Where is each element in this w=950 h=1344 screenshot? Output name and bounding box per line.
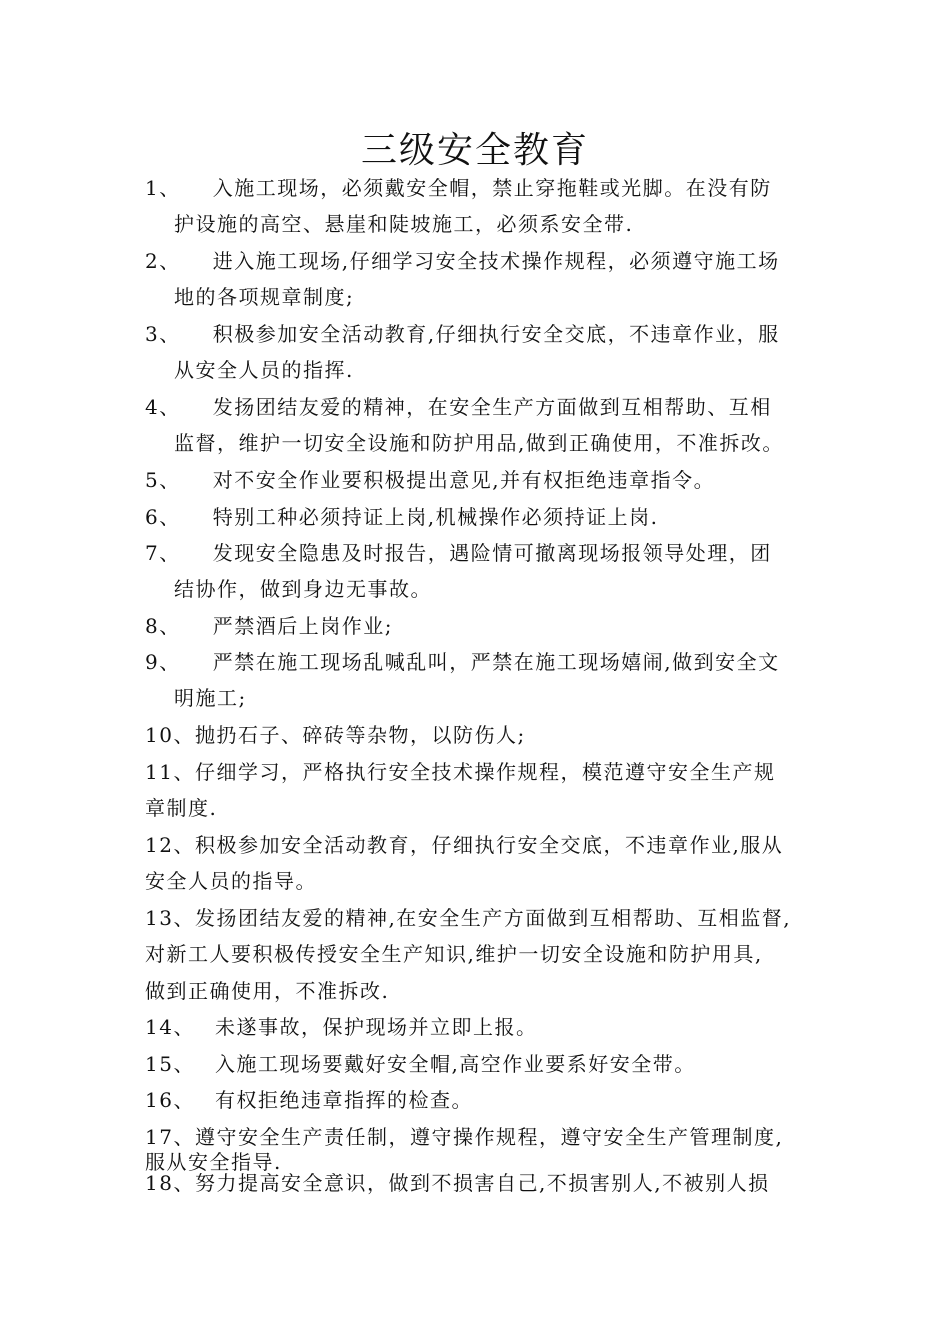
item-text: 发扬团结友爱的精神，在安全生产方面做到互相帮助、互相 [212,395,772,419]
list-item-continuation [145,796,217,820]
list-item [145,1015,537,1039]
item-text: 抛扔石子、碎砖等杂物，以防伤人; [194,723,526,747]
item-number: 11、 [145,760,195,784]
item-text: 特别工种必须持证上岗,机械操作必须持证上岗. [212,505,659,529]
item-text: 严禁酒后上岗作业; [212,614,393,638]
list-item [145,650,780,674]
item-text: 从安全人员的指挥. [174,358,354,382]
item-text: 对不安全作业要积极提出意见,并有权拒绝违章指令。 [212,468,716,492]
item-text: 入施工现场要戴好安全帽,高空作业要系好安全带。 [214,1052,696,1076]
item-number: 13、 [145,906,195,930]
item-text: 遵守安全生产责任制，遵守操作规程，遵守安全生产管理制度, [194,1125,784,1149]
item-text: 积极参加安全活动教育，仔细执行安全交底，不违章作业,服从 [194,833,784,857]
list-item [145,1088,473,1112]
list-item [145,541,772,565]
item-number: 3、 [145,322,181,346]
list-item [145,395,772,419]
item-number: 15、 [145,1052,195,1076]
item-number: 6、 [145,505,181,529]
item-number: 1、 [145,176,181,200]
item-text: 发扬团结友爱的精神,在安全生产方面做到互相帮助、互相监督, [194,906,792,930]
list-item [145,176,772,200]
item-number: 18、 [145,1171,195,1195]
list-item-continuation [174,686,247,710]
item-number: 16、 [145,1088,195,1112]
list-item [145,906,791,930]
list-item-continuation [174,285,354,309]
item-text: 安全人员的指导。 [145,869,317,893]
list-item [145,249,780,273]
item-text: 对新工人要积极传授安全生产知识,维护一切安全设施和防护用具, [145,942,763,966]
item-number: 14、 [145,1015,195,1039]
item-text: 明施工; [174,686,247,710]
list-item-continuation [145,942,763,966]
list-item-continuation [174,358,354,382]
item-number: 17、 [145,1125,195,1149]
list-item-continuation [174,212,633,236]
list-item [145,322,780,346]
page-title: 三级安全教育 [360,130,589,171]
list-item [145,1125,783,1149]
list-item [145,1171,770,1195]
list-item-continuation [145,869,317,893]
list-item [145,614,393,638]
item-text: 入施工现场，必须戴安全帽，禁止穿拖鞋或光脚。在没有防 [212,176,772,200]
item-text: 护设施的高空、悬崖和陡坡施工，必须系安全带. [174,212,634,236]
item-text: 未遂事故，保护现场并立即上报。 [214,1015,538,1039]
item-number: 2、 [145,249,181,273]
item-number: 8、 [145,614,181,638]
item-number: 7、 [145,541,181,565]
list-item-continuation [145,979,389,1003]
item-text: 监督，维护一切安全设施和防护用品,做到正确使用，不准拆改。 [174,431,784,455]
list-item-continuation [174,577,432,601]
item-number: 5、 [145,468,181,492]
item-text: 发现安全隐患及时报告，遇险情可撤离现场报领导处理，团 [212,541,772,565]
item-text: 严禁在施工现场乱喊乱叫，严禁在施工现场嬉闹,做到安全文 [212,650,780,674]
list-item [145,723,526,747]
item-text: 有权拒绝违章指挥的检查。 [214,1088,473,1112]
list-item [145,1052,696,1076]
item-text: 结协作，做到身边无事故。 [174,577,432,601]
list-item [145,505,658,529]
item-text: 地的各项规章制度; [174,285,355,309]
item-text: 做到正确使用，不准拆改. [145,979,390,1003]
list-item-continuation [174,431,784,455]
item-number: 4、 [145,395,181,419]
list-item [145,833,783,857]
list-item [145,468,715,492]
list-item [145,760,775,784]
item-text: 章制度. [145,796,218,820]
item-number: 9、 [145,650,181,674]
item-text: 仔细学习，严格执行安全技术操作规程，模范遵守安全生产规 [194,760,776,784]
item-text: 努力提高安全意识，做到不损害自己,不损害别人,不被别人损 [194,1171,770,1195]
item-text: 进入施工现场,仔细学习安全技术操作规程，必须遵守施工场 [212,249,780,273]
item-number: 12、 [145,833,195,857]
item-number: 10、 [145,723,195,747]
item-text: 服从安全指导. [145,1150,282,1174]
item-text: 积极参加安全活动教育,仔细执行安全交底，不违章作业，服 [212,322,780,346]
